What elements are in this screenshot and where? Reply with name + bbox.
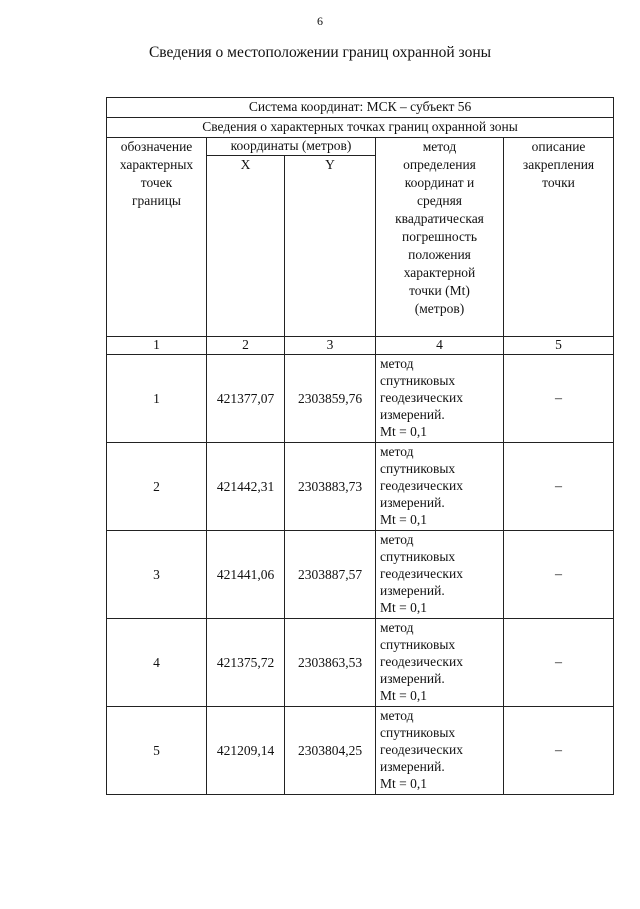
point-id: 1 xyxy=(107,355,207,443)
coord-x: 421441,06 xyxy=(207,531,285,619)
coord-x: 421442,31 xyxy=(207,443,285,531)
table-row xyxy=(107,355,614,443)
header-description-line: закрепления xyxy=(522,157,595,172)
method-line: Mt = 0,1 xyxy=(380,688,427,703)
page-number: 6 xyxy=(317,14,323,28)
method-cell xyxy=(376,531,504,619)
coord-x: 421377,07 xyxy=(207,355,285,443)
method-line: Mt = 0,1 xyxy=(380,600,427,615)
point-description: – xyxy=(504,355,614,443)
method-line: метод xyxy=(380,708,414,723)
coord-y: 2303863,53 xyxy=(285,619,376,707)
header-method-line: определения xyxy=(403,157,476,172)
header-method xyxy=(376,138,504,337)
document-title: Сведения о местоположении границ охранной зоны xyxy=(148,44,492,61)
points-info-row: Сведения о характерных точках границ охранной зоны xyxy=(107,118,614,138)
point-description: – xyxy=(504,619,614,707)
coord-x: 421375,72 xyxy=(207,619,285,707)
header-method-line: квадратическая xyxy=(395,211,484,226)
method-cell xyxy=(376,619,504,707)
table-row xyxy=(107,707,614,795)
method-line: измерений. xyxy=(380,583,445,598)
header-designation-line: обозначение xyxy=(120,139,193,154)
method-line: измерений. xyxy=(380,759,445,774)
header-designation-line: характерных xyxy=(119,157,194,172)
column-number: 5 xyxy=(504,337,614,355)
table-row xyxy=(107,443,614,531)
coord-y: 2303859,76 xyxy=(285,355,376,443)
point-id: 3 xyxy=(107,531,207,619)
method-line: метод xyxy=(380,444,414,459)
header-method-line: положения xyxy=(408,247,471,262)
method-cell xyxy=(376,355,504,443)
header-method-line: координат и xyxy=(404,175,475,190)
method-line: спутниковых xyxy=(380,637,456,652)
method-line: измерений. xyxy=(380,671,445,686)
header-x: X xyxy=(207,156,285,337)
method-line: геодезических xyxy=(380,566,463,581)
header-description-line: точки xyxy=(542,175,575,190)
column-number: 4 xyxy=(376,337,504,355)
method-line: измерений. xyxy=(380,407,445,422)
header-method-line: погрешность xyxy=(401,229,477,244)
method-line: Mt = 0,1 xyxy=(380,776,427,791)
table-row xyxy=(107,531,614,619)
point-description: – xyxy=(504,531,614,619)
column-number: 1 xyxy=(107,337,207,355)
column-number: 2 xyxy=(207,337,285,355)
method-line: метод xyxy=(380,356,414,371)
header-designation-line: точек xyxy=(140,175,173,190)
method-line: измерений. xyxy=(380,495,445,510)
header-designation xyxy=(107,138,207,337)
header-coordinates: координаты (метров) xyxy=(207,138,376,156)
method-line: спутниковых xyxy=(380,373,456,388)
boundary-points-table xyxy=(106,97,614,795)
method-line: метод xyxy=(380,532,414,547)
header-method-line: средняя xyxy=(416,193,463,208)
method-line: геодезических xyxy=(380,478,463,493)
header-description xyxy=(504,138,614,337)
method-cell xyxy=(376,443,504,531)
method-line: геодезических xyxy=(380,390,463,405)
point-description: – xyxy=(504,707,614,795)
coord-y: 2303887,57 xyxy=(285,531,376,619)
coord-x: 421209,14 xyxy=(207,707,285,795)
method-line: спутниковых xyxy=(380,725,456,740)
method-line: спутниковых xyxy=(380,461,456,476)
coord-y: 2303804,25 xyxy=(285,707,376,795)
method-line: метод xyxy=(380,620,414,635)
coord-y: 2303883,73 xyxy=(285,443,376,531)
point-id: 4 xyxy=(107,619,207,707)
point-id: 5 xyxy=(107,707,207,795)
method-line: Mt = 0,1 xyxy=(380,512,427,527)
header-designation-line: границы xyxy=(131,193,182,208)
method-line: геодезических xyxy=(380,742,463,757)
table-row xyxy=(107,619,614,707)
method-line: геодезических xyxy=(380,654,463,669)
header-method-line: характерной xyxy=(403,265,476,280)
coordinate-system-row: Система координат: МСК – субъект 56 xyxy=(107,98,614,118)
header-method-line: точки (Mt) xyxy=(409,283,470,298)
header-method-line: метод xyxy=(422,139,457,154)
header-y: Y xyxy=(285,156,376,337)
method-cell xyxy=(376,707,504,795)
column-number: 3 xyxy=(285,337,376,355)
method-line: спутниковых xyxy=(380,549,456,564)
header-description-line: описание xyxy=(531,139,586,154)
point-id: 2 xyxy=(107,443,207,531)
header-method-line: (метров) xyxy=(414,301,465,316)
method-line: Mt = 0,1 xyxy=(380,424,427,439)
point-description: – xyxy=(504,443,614,531)
